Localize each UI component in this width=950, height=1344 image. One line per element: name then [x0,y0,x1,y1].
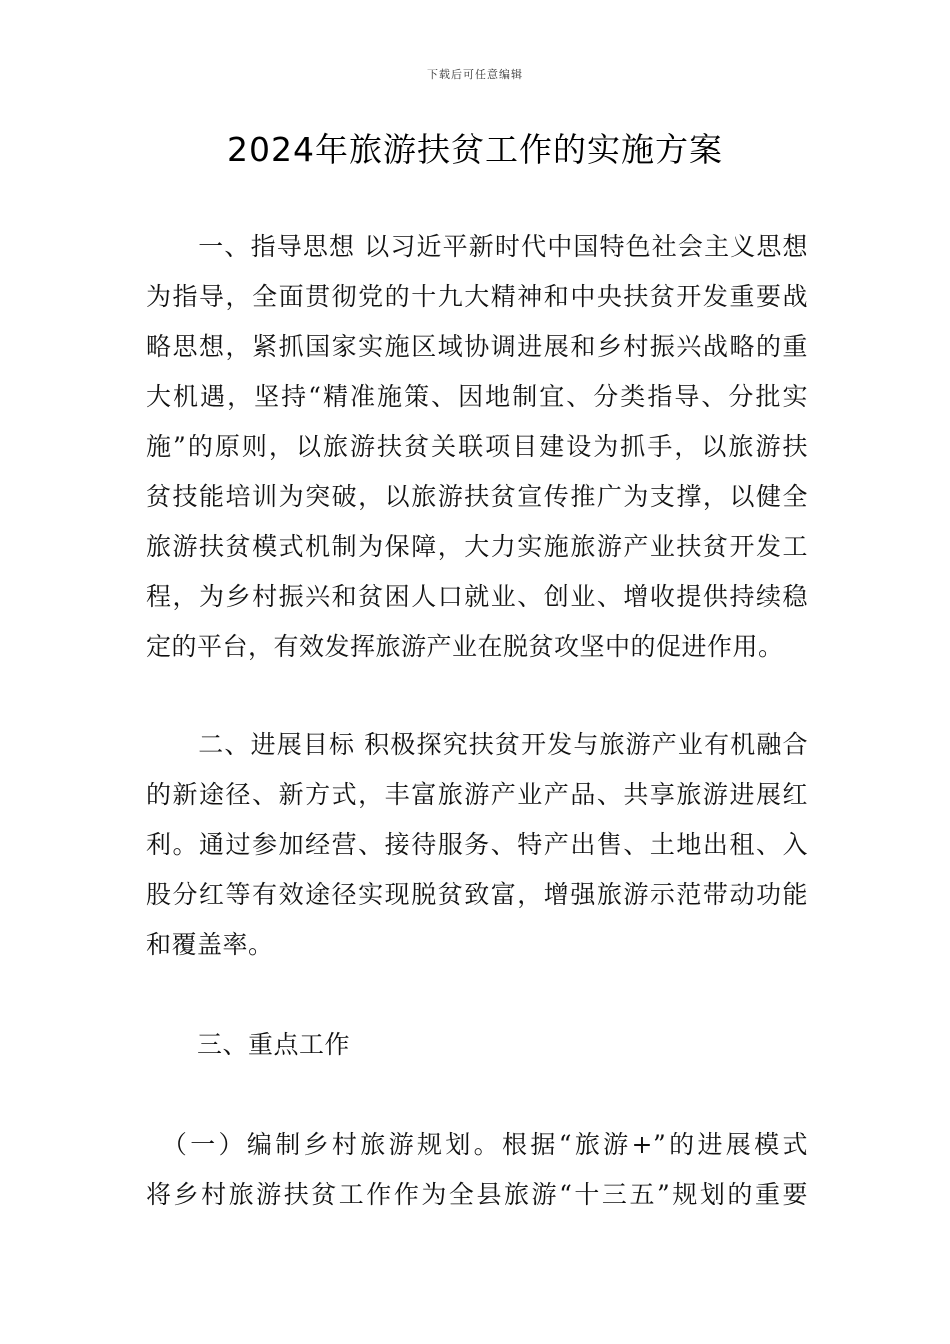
paragraph-line: 和覆盖率。 [146,930,274,959]
paragraph-line: 旅游扶贫模式机制为保障，大力实施旅游产业扶贫开发工 [146,532,808,561]
paragraph-line: （一）编制乡村旅游规划。根据“旅游+”的进展模式 [146,1130,808,1159]
paragraph-line: 略思想，紧抓国家实施区域协调进展和乡村振兴战略的重 [146,332,808,361]
paragraph-line: 施”的原则，以旅游扶贫关联项目建设为抓手，以旅游扶 [146,432,808,461]
section-guiding-principles [146,222,808,672]
paragraph-line: 一、指导思想 以习近平新时代中国特色社会主义思想 [146,232,808,261]
document-title: 2024年旅游扶贫工作的实施方案 [227,130,723,169]
paragraph-line: 程，为乡村振兴和贫困人口就业、创业、增收提供持续稳 [146,582,808,611]
paragraph-line: 的新途径、新方式，丰富旅游产业产品、共享旅游进展红 [146,780,808,809]
paragraph-line: 利。通过参加经营、接待服务、特产出售、土地出租、入 [146,830,808,859]
paragraph-line: 定的平台，有效发挥旅游产业在脱贫攻坚中的促进作用。 [146,632,784,661]
section-development-goals [146,720,808,970]
paragraph-line: 为指导，全面贯彻党的十九大精神和中央扶贫开发重要战 [146,282,808,311]
page-header-note: 下载后可任意编辑 [427,68,523,81]
paragraph-line: 将乡村旅游扶贫工作作为全县旅游“十三五”规划的重要 [146,1180,808,1209]
section-rural-tourism-planning [146,1120,808,1220]
section-heading: 三、重点工作 [146,1030,351,1059]
paragraph-line: 二、进展目标 积极探究扶贫开发与旅游产业有机融合 [146,730,808,759]
paragraph-line: 股分红等有效途径实现脱贫致富，增强旅游示范带动功能 [146,880,808,909]
section-key-work [146,1020,808,1070]
paragraph-line: 贫技能培训为突破，以旅游扶贫宣传推广为支撑，以健全 [146,482,808,511]
paragraph-line: 大机遇，坚持“精准施策、因地制宜、分类指导、分批实 [146,382,808,411]
